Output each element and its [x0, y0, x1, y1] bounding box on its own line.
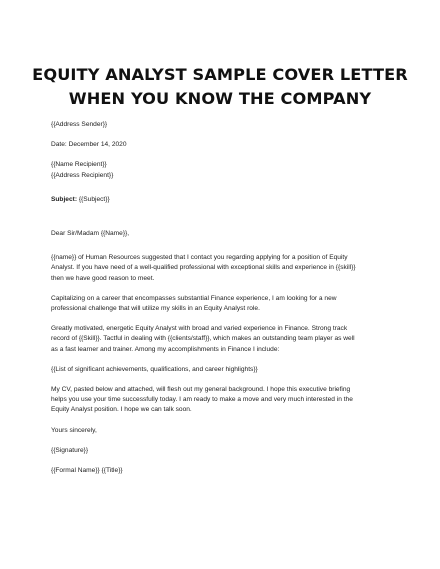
paragraph-1-line: then we have good reason to meet.	[51, 274, 155, 282]
paragraph-3	[51, 324, 389, 355]
paragraph-3-line: record of {{Skill}}. Tactful in dealing with {{clients/staff}}, which makes an outstanding team player as well	[51, 335, 355, 343]
letter-body	[51, 120, 389, 476]
paragraph-1-line: {{name}} of Human Resources suggested that I contact you regarding applying for a position of Equity	[51, 254, 348, 262]
address-sender: {{Address Sender}}	[51, 121, 108, 128]
formal-name: {{Formal Name}} {{Title}}	[51, 467, 123, 475]
paragraph-2-line: professional challenge that will utilize my skills in an Equity Analyst role.	[51, 305, 260, 313]
signature: {{Signature}}	[51, 446, 89, 454]
paragraph-5-line: Equity Analyst position. I hope we can talk soon.	[51, 406, 192, 414]
subject-line	[51, 195, 389, 205]
salutation: Dear Sir/Madam {{Name}},	[51, 230, 130, 238]
paragraph-3-line: Greatly motivated, energetic Equity Analyst with broad and varied experience in Finance. Strong track	[51, 325, 348, 333]
subject-label: Subject:	[51, 195, 78, 203]
letter-date: Date: December 14, 2020	[51, 141, 127, 149]
paragraph-1-line: Analyst. If you have need of a well-qualified professional with exceptional skills and experience in {{skill}}	[51, 264, 356, 272]
paragraph-1	[51, 253, 389, 284]
paragraph-5	[51, 385, 389, 416]
paragraph-2	[51, 294, 389, 314]
document-title	[30, 63, 410, 111]
paragraph-3-line: as a fast learner and trainer. Among my accomplishments in Finance I include:	[51, 345, 280, 353]
paragraph-2-line: Capitalizing on a career that encompasses substantial Finance experience, I am looking for a new	[51, 294, 337, 302]
paragraph-5-line: helps you use your time successfully today. I am ready to make a move and very much interested in the	[51, 396, 353, 404]
name-recipient: {{Name Recipient}}	[51, 161, 107, 169]
title-line-2: WHEN YOU KNOW THE COMPANY	[68, 89, 372, 108]
paragraph-4: {{List of significant achievements, qualifications, and career highlights}}	[51, 365, 258, 373]
title-line-1: EQUITY ANALYST SAMPLE COVER LETTER	[32, 65, 408, 84]
subject-value: {{Subject}}	[77, 195, 110, 203]
address-recipient: {{Address Recipient}}	[51, 171, 114, 179]
closing: Yours sincerely,	[51, 426, 97, 434]
paragraph-5-line: My CV, pasted below and attached, will flesh out my general background. I hope this executive briefing	[51, 386, 351, 394]
